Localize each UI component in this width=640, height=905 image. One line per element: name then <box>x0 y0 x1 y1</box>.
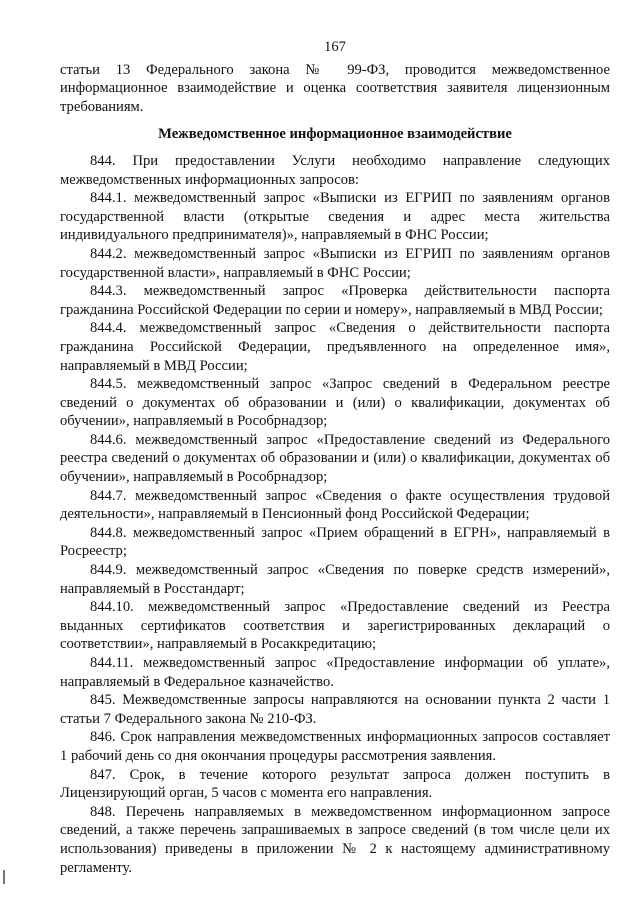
paragraph-844-8: 844.8. межведомственный запрос «Прием обращений в ЕГРН», направляемый в Росреестр; <box>60 524 610 560</box>
paragraph-844-6: 844.6. межведомственный запрос «Предоставление сведений из Федерального реестра сведений о документах об образовании и (или) о квалификации, документах об обучении», направляемый в Рособрнадзор; <box>60 431 610 486</box>
paragraph-844-5: 844.5. межведомственный запрос «Запрос сведений в Федеральном реестре сведений о документах об образовании и (или) о квалификации, документах об обучении», направляемый в Рособрнадзор; <box>60 376 610 430</box>
paragraph-844-10: 844.10. межведомственный запрос «Предоставление сведений из Реестра выданных сертификатов соответствия и зарегистрированных деклараций о соответствии», направляемый в Росаккредитацию; <box>60 599 610 653</box>
paragraph-844-9: 844.9. межведомственный запрос «Сведения по поверке средств измерений», направляемый в Росстандарт; <box>60 562 610 597</box>
paragraph-847: 847. Срок, в течение которого результат запроса должен поступить в Лицензирующий орган, 5 часов с момента его направления. <box>60 766 610 802</box>
paragraph-844-4: 844.4. межведомственный запрос «Сведения о действительности паспорта гражданина Российской Федерации, предъявленного на определенное имя», направляемый в МВД России; <box>60 320 610 374</box>
paragraph-846: 846. Срок направления межведомственных информационных запросов составляет 1 рабочий день со дня окончания процедуры рассмотрения заявления. <box>60 729 610 764</box>
scan-margin-mark <box>3 870 5 884</box>
paragraph-844-11: 844.11. межведомственный запрос «Предоставление информации об уплате», направляемый в Федеральное казначейство. <box>60 655 610 690</box>
intro-paragraph: статьи 13 Федерального закона № 99-ФЗ, проводится межведомственное информационное взаимодействие и оценка соответствия заявителя лицензионным требованиям. <box>60 61 610 115</box>
paragraph-848: 848. Перечень направляемых в межведомственном информационном запросе сведений, а также перечень запрашиваемых в запросе сведений (в том числе цели их использования) приведены в приложении № 2 к настоящему административному регламенту. <box>60 803 610 876</box>
paragraph-844-7: 844.7. межведомственный запрос «Сведения о факте осуществления трудовой деятельности», направляемый в Пенсионный фонд Российской Федерации; <box>60 487 610 523</box>
paragraph-844-2: 844.2. межведомственный запрос «Выписки из ЕГРИП по заявлениям органов государственной власти», направляемый в ФНС России; <box>60 245 610 281</box>
document-page <box>60 38 610 877</box>
section-heading: Межведомственное информационное взаимодействие <box>158 126 512 143</box>
paragraph-844-1: 844.1. межведомственный запрос «Выписки из ЕГРИП по заявлениям органов государственной власти (открытые сведения и адрес места жительства индивидуального предпринимателя)», направляемый в ФНС России; <box>60 190 610 244</box>
paragraph-844: 844. При предоставлении Услуги необходимо направление следующих межведомственных информационных запросов: <box>60 152 610 188</box>
paragraph-844-3: 844.3. межведомственный запрос «Проверка действительности паспорта гражданина Российской Федерации по серии и номеру», направляемый в МВД России; <box>60 283 610 318</box>
page-number: 167 <box>324 39 346 55</box>
paragraph-845: 845. Межведомственные запросы направляются на основании пункта 2 части 1 статьи 7 Федерального закона № 210-ФЗ. <box>60 692 610 727</box>
